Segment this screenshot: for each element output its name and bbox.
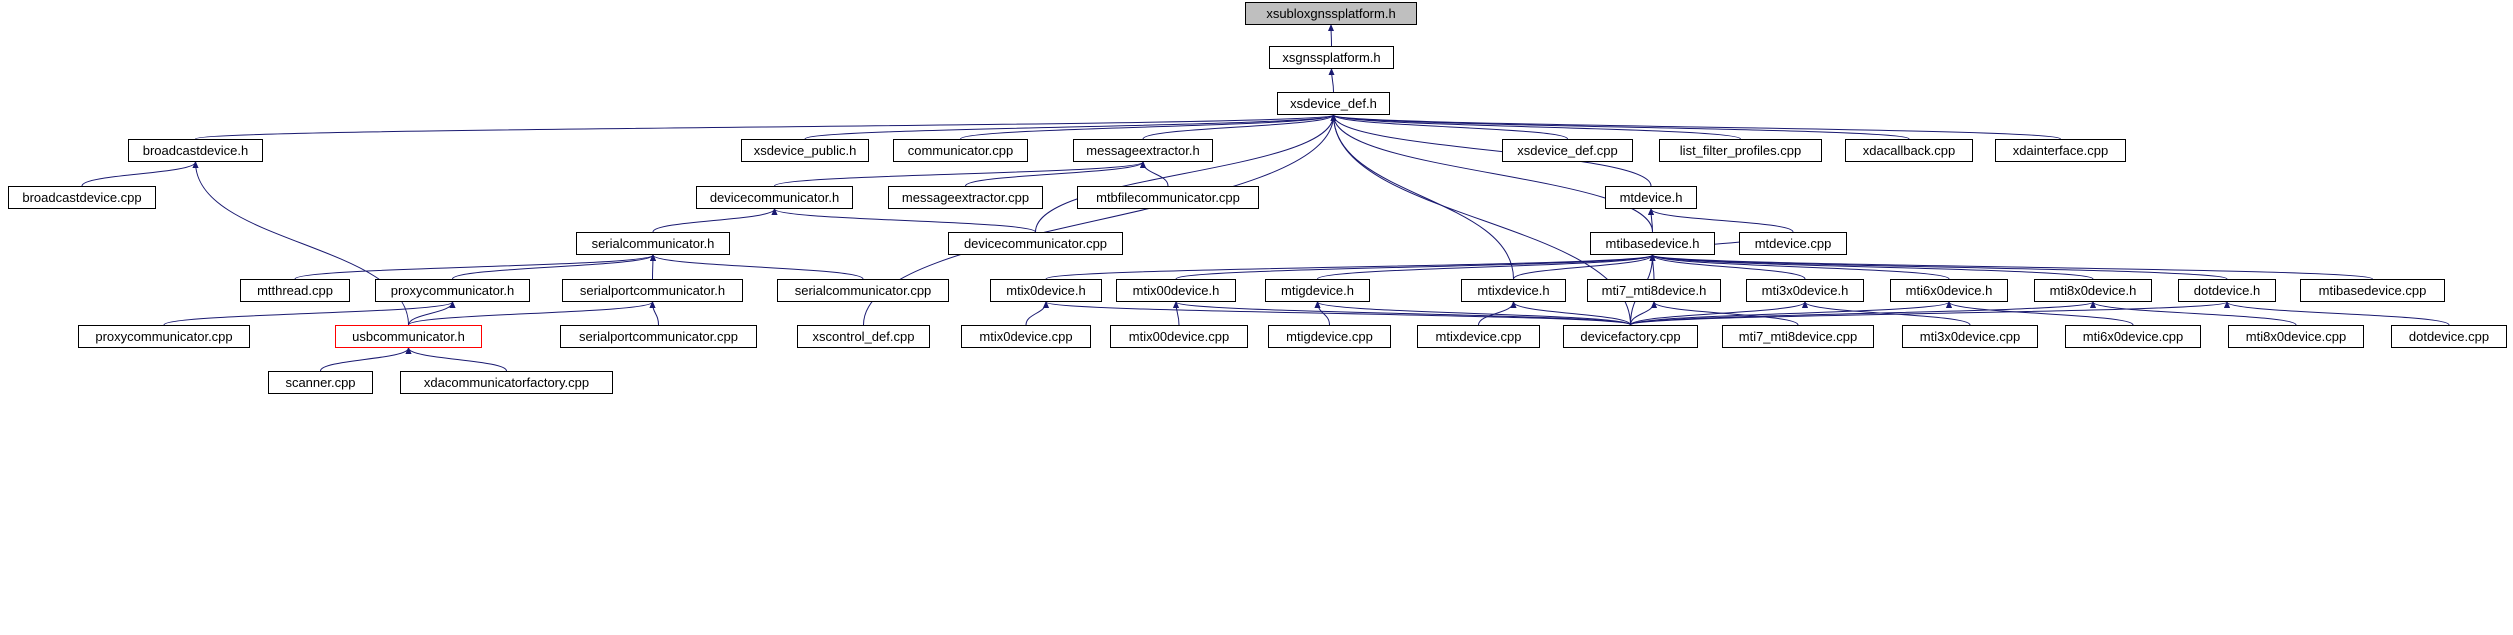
graph-node-broadcastdevice-cpp[interactable]: broadcastdevice.cpp (8, 186, 156, 209)
graph-node-devicecommunicator-h[interactable]: devicecommunicator.h (696, 186, 853, 209)
graph-node-devicefactory-cpp[interactable]: devicefactory.cpp (1563, 325, 1698, 348)
graph-node-xdacallback-cpp[interactable]: xdacallback.cpp (1845, 139, 1973, 162)
graph-node-mtibasedevice-h[interactable]: mtibasedevice.h (1590, 232, 1715, 255)
graph-node-mti3x0device-cpp[interactable]: mti3x0device.cpp (1902, 325, 2038, 348)
graph-node-xsubloxgnssplatform-h[interactable]: xsubloxgnssplatform.h (1245, 2, 1417, 25)
graph-node-dotdevice-h[interactable]: dotdevice.h (2178, 279, 2276, 302)
graph-node-broadcastdevice-h[interactable]: broadcastdevice.h (128, 139, 263, 162)
graph-node-scanner-cpp[interactable]: scanner.cpp (268, 371, 373, 394)
graph-node-messageextractor-cpp[interactable]: messageextractor.cpp (888, 186, 1043, 209)
graph-node-mtix0device-h[interactable]: mtix0device.h (990, 279, 1102, 302)
graph-node-mti7-mti8device-h[interactable]: mti7_mti8device.h (1587, 279, 1721, 302)
graph-node-xsdevice-def-h[interactable]: xsdevice_def.h (1277, 92, 1390, 115)
graph-node-xsdevice-public-h[interactable]: xsdevice_public.h (741, 139, 869, 162)
graph-node-usbcommunicator-h[interactable]: usbcommunicator.h (335, 325, 482, 348)
graph-node-mtigdevice-cpp[interactable]: mtigdevice.cpp (1268, 325, 1391, 348)
graph-node-serialcommunicator-h[interactable]: serialcommunicator.h (576, 232, 730, 255)
graph-node-xsdevice-def-cpp[interactable]: xsdevice_def.cpp (1502, 139, 1633, 162)
graph-node-serialportcommunicator-h[interactable]: serialportcommunicator.h (562, 279, 743, 302)
graph-node-mtdevice-cpp[interactable]: mtdevice.cpp (1739, 232, 1847, 255)
graph-node-serialportcommunicator-cpp[interactable]: serialportcommunicator.cpp (560, 325, 757, 348)
graph-node-devicecommunicator-cpp[interactable]: devicecommunicator.cpp (948, 232, 1123, 255)
graph-node-mtix0device-cpp[interactable]: mtix0device.cpp (961, 325, 1091, 348)
graph-node-proxycommunicator-h[interactable]: proxycommunicator.h (375, 279, 530, 302)
graph-node-mtibasedevice-cpp[interactable]: mtibasedevice.cpp (2300, 279, 2445, 302)
graph-node-mti7-mti8device-cpp[interactable]: mti7_mti8device.cpp (1722, 325, 1874, 348)
graph-node-mti8x0device-h[interactable]: mti8x0device.h (2034, 279, 2152, 302)
graph-node-mtthread-cpp[interactable]: mtthread.cpp (240, 279, 350, 302)
graph-node-mtix00device-cpp[interactable]: mtix00device.cpp (1110, 325, 1248, 348)
graph-node-mtdevice-h[interactable]: mtdevice.h (1605, 186, 1697, 209)
graph-node-dotdevice-cpp[interactable]: dotdevice.cpp (2391, 325, 2507, 348)
graph-node-mtixdevice-cpp[interactable]: mtixdevice.cpp (1417, 325, 1540, 348)
graph-node-xdacommunicatorfactory-cpp[interactable]: xdacommunicatorfactory.cpp (400, 371, 613, 394)
graph-node-mtigdevice-h[interactable]: mtigdevice.h (1265, 279, 1370, 302)
graph-node-messageextractor-h[interactable]: messageextractor.h (1073, 139, 1213, 162)
graph-node-list-filter-profiles-cpp[interactable]: list_filter_profiles.cpp (1659, 139, 1822, 162)
graph-node-serialcommunicator-cpp[interactable]: serialcommunicator.cpp (777, 279, 949, 302)
graph-node-mti8x0device-cpp[interactable]: mti8x0device.cpp (2228, 325, 2364, 348)
graph-node-xdainterface-cpp[interactable]: xdainterface.cpp (1995, 139, 2126, 162)
graph-node-communicator-cpp[interactable]: communicator.cpp (893, 139, 1028, 162)
graph-node-mtixdevice-h[interactable]: mtixdevice.h (1461, 279, 1566, 302)
graph-node-xscontrol-def-cpp[interactable]: xscontrol_def.cpp (797, 325, 930, 348)
graph-node-mti6x0device-h[interactable]: mti6x0device.h (1890, 279, 2008, 302)
graph-node-mti3x0device-h[interactable]: mti3x0device.h (1746, 279, 1864, 302)
graph-node-xsgnssplatform-h[interactable]: xsgnssplatform.h (1269, 46, 1394, 69)
graph-node-mtbfilecommunicator-cpp[interactable]: mtbfilecommunicator.cpp (1077, 186, 1259, 209)
graph-node-mti6x0device-cpp[interactable]: mti6x0device.cpp (2065, 325, 2201, 348)
graph-node-proxycommunicator-cpp[interactable]: proxycommunicator.cpp (78, 325, 250, 348)
graph-node-mtix00device-h[interactable]: mtix00device.h (1116, 279, 1236, 302)
